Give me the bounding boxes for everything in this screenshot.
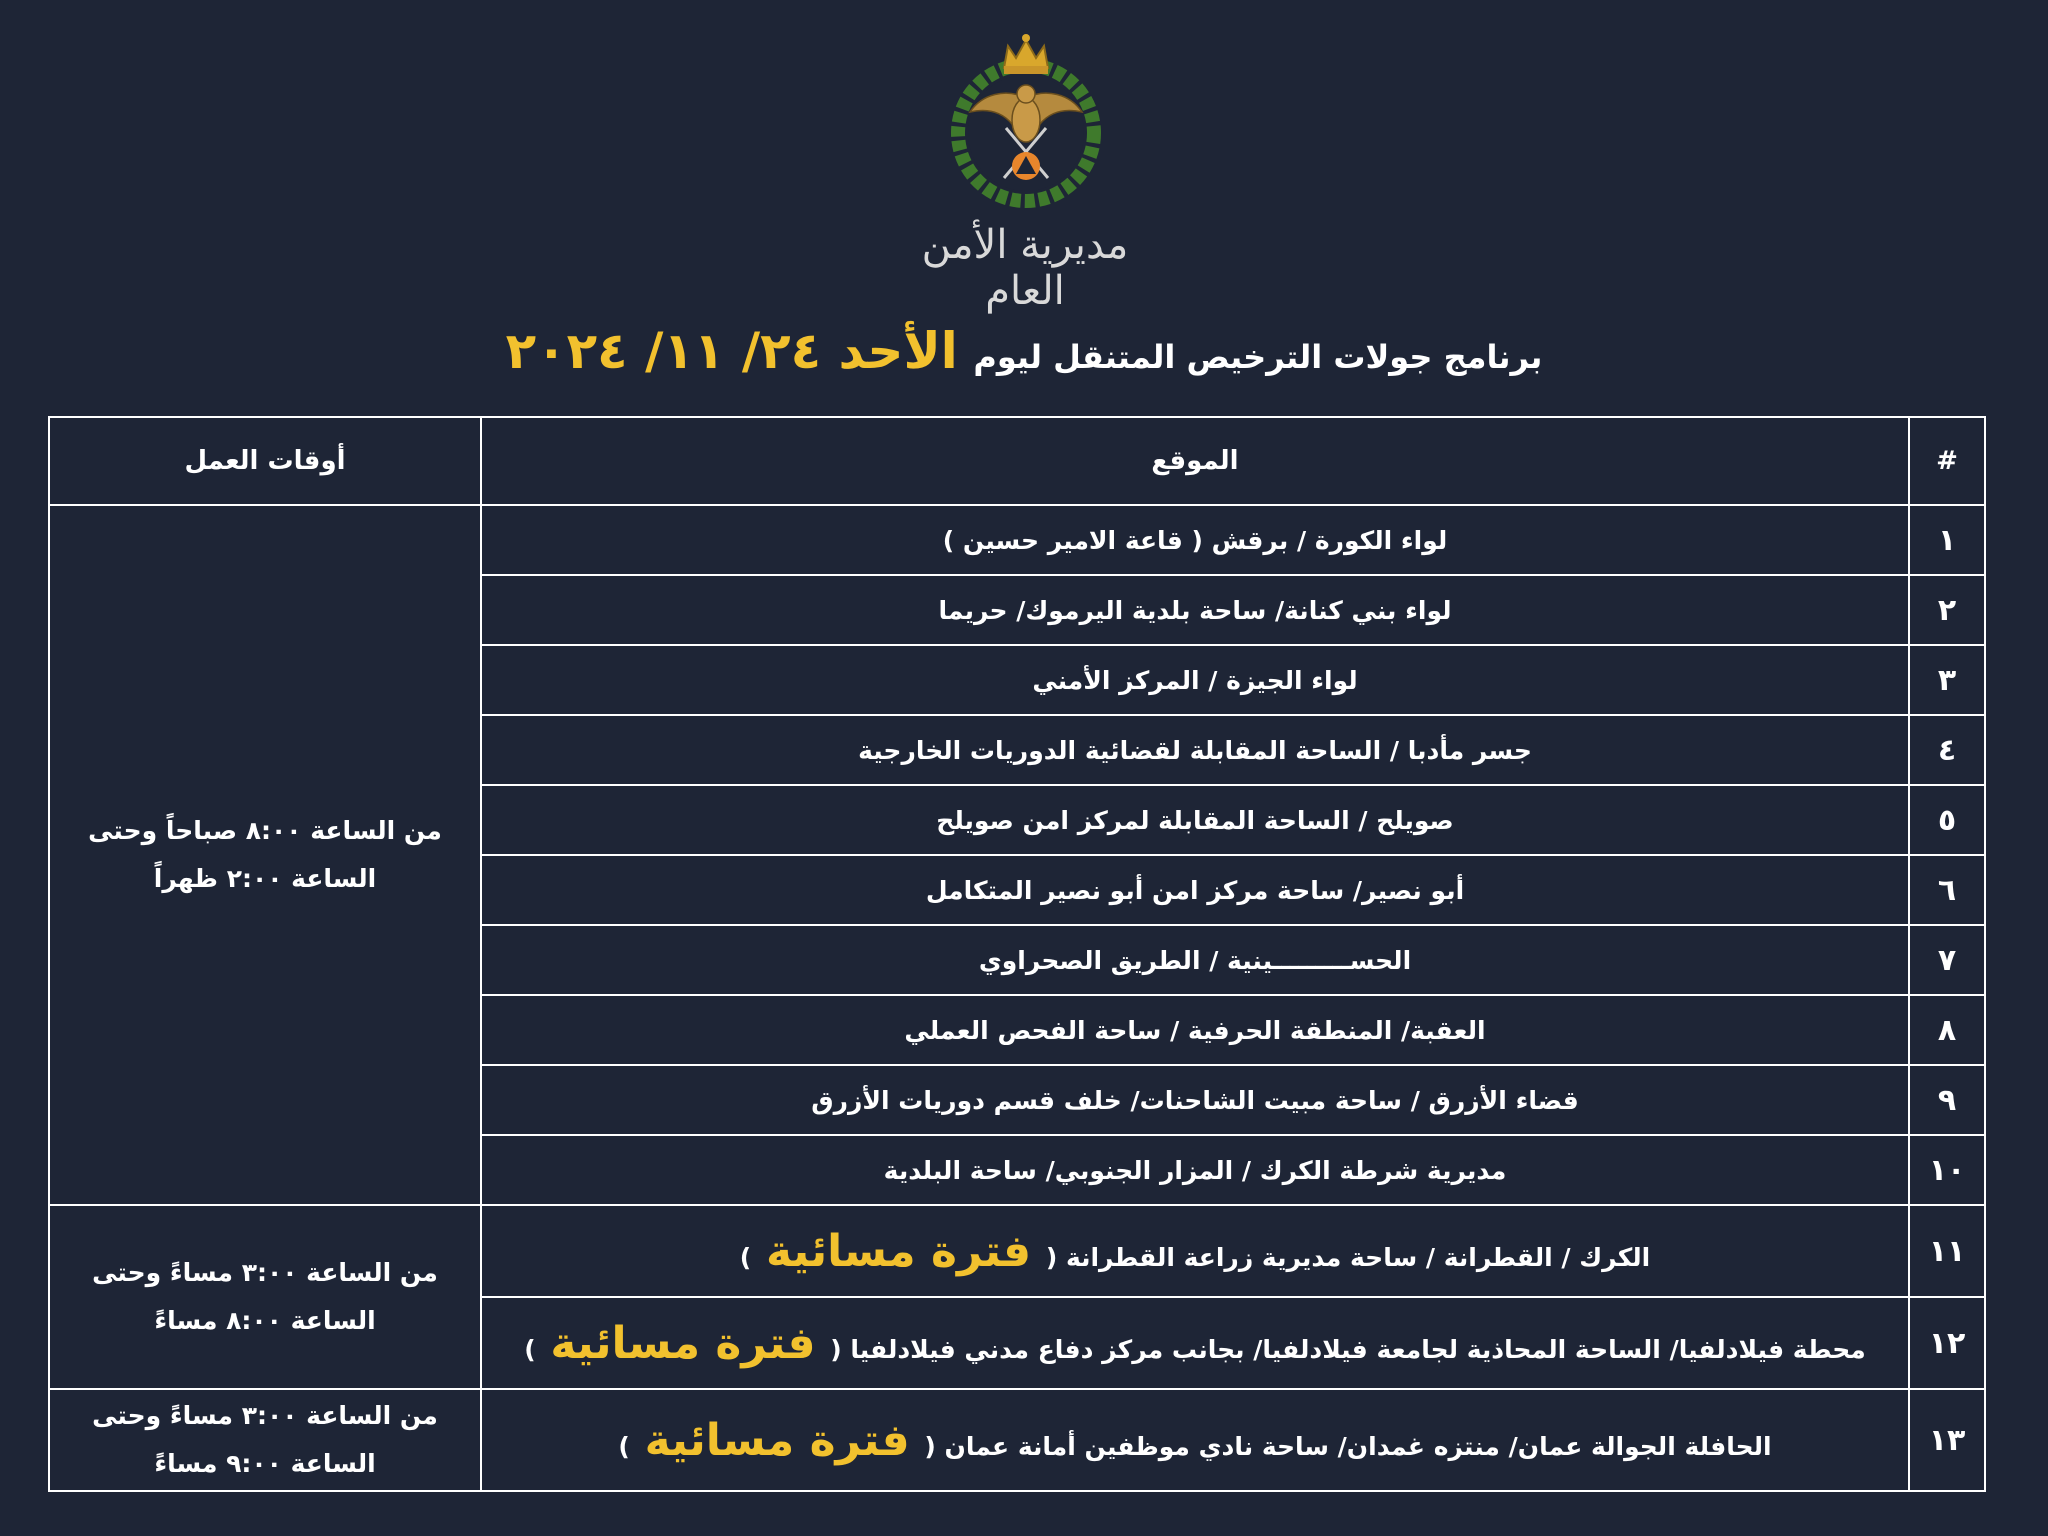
evening-label: فترة مسائية	[765, 1225, 1032, 1277]
row-location: لواء الجيزة / المركز الأمني	[481, 645, 1909, 715]
row-number: ٥	[1909, 785, 1985, 855]
row-location: جسر مأدبا / الساحة المقابلة لقضائية الدوريات الخارجية	[481, 715, 1909, 785]
row-location	[481, 1389, 1909, 1491]
row-number: ٩	[1909, 1065, 1985, 1135]
closing-paren: )	[618, 1431, 630, 1461]
evening-label: فترة مسائية	[644, 1414, 910, 1466]
table-header-row	[49, 417, 1985, 505]
table-row	[49, 1205, 1985, 1297]
row-location: لواء الكورة / برقش ( قاعة الامير حسين )	[481, 505, 1909, 575]
closing-paren: )	[739, 1242, 752, 1272]
table-row	[49, 1389, 1985, 1491]
row-number: ٣	[1909, 645, 1985, 715]
row-location: مديرية شرطة الكرك / المزار الجنوبي/ ساحة البلدية	[481, 1135, 1909, 1205]
row-number: ١٣	[1909, 1389, 1985, 1491]
table-row	[49, 505, 1985, 575]
public-security-emblem-icon	[946, 28, 1106, 208]
row-number: ٧	[1909, 925, 1985, 995]
row-location	[481, 1297, 1909, 1389]
row-number: ٤	[1909, 715, 1985, 785]
hours-morning-line2: الساعة ٢:٠٠ ظهراً	[153, 864, 377, 893]
row-location: قضاء الأزرق / ساحة مبيت الشاحنات/ خلف قسم دوريات الأزرق	[481, 1065, 1909, 1135]
page-title	[0, 322, 2048, 380]
hours-morning-line1: من الساعة ٨:٠٠ صباحاً وحتى	[88, 816, 442, 845]
hours-evening-1-line1: من الساعة ٣:٠٠ مساءً وحتى	[92, 1258, 438, 1287]
row-location: العقبة/ المنطقة الحرفية / ساحة الفحص العملي	[481, 995, 1909, 1065]
hours-evening-1	[49, 1205, 481, 1389]
row-number: ١٠	[1909, 1135, 1985, 1205]
closing-paren: )	[524, 1334, 536, 1364]
row-location-text: محطة فيلادلفيا/ الساحة المحاذية لجامعة فيلادلفيا/ بجانب مركز دفاع مدني فيلادلفيا (	[830, 1334, 1866, 1364]
hours-evening-2-line2: الساعة ٩:٠٠ مساءً	[154, 1449, 376, 1478]
row-number: ١٢	[1909, 1297, 1985, 1389]
row-location	[481, 1205, 1909, 1297]
row-number: ١	[1909, 505, 1985, 575]
row-number: ١١	[1909, 1205, 1985, 1297]
row-number: ٦	[1909, 855, 1985, 925]
title-date: الأحد ٢٤/ ١١/ ٢٠٢٤	[505, 322, 958, 380]
row-location: أبو نصير/ ساحة مركز امن أبو نصير المتكامل	[481, 855, 1909, 925]
hours-evening-2-line1: من الساعة ٣:٠٠ مساءً وحتى	[92, 1401, 438, 1430]
row-number: ٨	[1909, 995, 1985, 1065]
hours-evening-1-line2: الساعة ٨:٠٠ مساءً	[154, 1306, 376, 1335]
row-location: صويلح / الساحة المقابلة لمركز امن صويلح	[481, 785, 1909, 855]
evening-label: فترة مسائية	[550, 1317, 816, 1369]
column-header-number: #	[1909, 417, 1985, 505]
row-location-text: الحافلة الجوالة عمان/ منتزه غمدان/ ساحة نادي موظفين أمانة عمان (	[924, 1431, 1772, 1461]
title-prefix: برنامج جولات الترخيص المتنقل ليوم	[973, 338, 1543, 376]
emblem-caption: مديرية الأمن العام	[921, 222, 1129, 314]
column-header-hours: أوقات العمل	[49, 417, 481, 505]
row-number: ٢	[1909, 575, 1985, 645]
schedule-table	[48, 416, 1986, 1492]
row-location: الحســـــــــينية / الطريق الصحراوي	[481, 925, 1909, 995]
hours-evening-2	[49, 1389, 481, 1491]
row-location-text: الكرك / القطرانة / ساحة مديرية زراعة القطرانة (	[1045, 1242, 1651, 1272]
column-header-location: الموقع	[481, 417, 1909, 505]
row-location: لواء بني كنانة/ ساحة بلدية اليرموك/ حريما	[481, 575, 1909, 645]
hours-morning	[49, 505, 481, 1205]
